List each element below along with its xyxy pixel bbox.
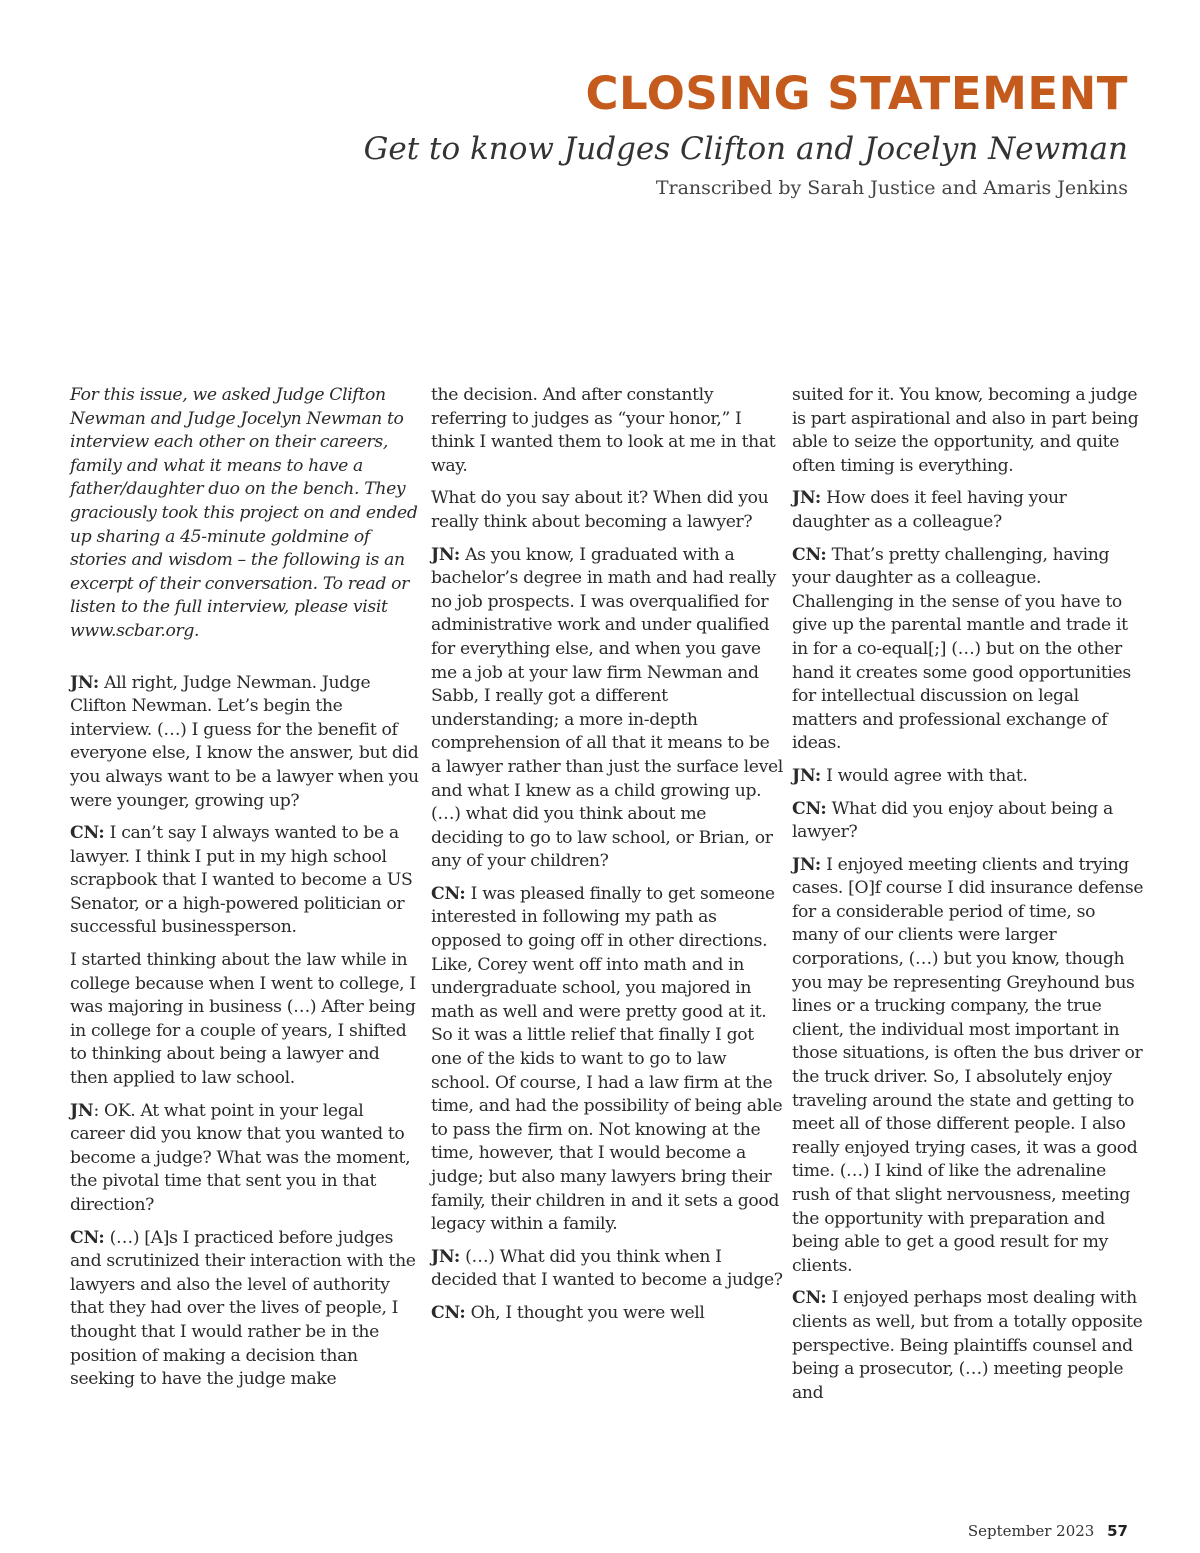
speaker-label: CN: xyxy=(792,544,827,565)
transcript-paragraph xyxy=(70,1227,422,1392)
column-3-body xyxy=(792,384,1144,1405)
transcript-paragraph xyxy=(792,384,1144,478)
paragraph-text: suited for it. You know, becoming a judge is part aspirational and also in part being able to seize the opportunity, and quite often timing is everything. xyxy=(792,385,1139,476)
speaker-label: CN: xyxy=(431,883,466,904)
paragraph-text: As you know, I graduated with a bachelor’s degree in math and had really no job prospects. I was overqualified for administrative work and under qualified for everything else, and when you gave me a job at your law firm Newman and Sabb, I really got a different understanding; a more in-depth comprehension of all that it means to be a lawyer rather than just the surface level and what I knew as a child growing up. (…) what did you think about me deciding to go to law school, or Brian, or any of your children? xyxy=(431,544,783,872)
column-2 xyxy=(431,384,783,1335)
paragraph-text: I would agree with that. xyxy=(820,765,1028,786)
speaker-label: CN: xyxy=(70,823,105,844)
paragraph-text: (…) What did you think when I decided that I wanted to become a judge? xyxy=(431,1246,783,1291)
paragraph-text: All right, Judge Newman. Judge Clifton Newman. Let’s begin the interview. (…) I guess for the benefit of everyone else, I know the answer, but did you always want to be a lawyer when you were younger, growing up? xyxy=(70,672,419,811)
transcript-paragraph xyxy=(70,672,422,814)
paragraph-text: the decision. And after constantly referring to judges as “your honor,” I think I wanted them to look at me in that way. xyxy=(431,385,776,476)
transcript-paragraph xyxy=(792,487,1144,534)
intro-paragraph: For this issue, we asked Judge Clifton Newman and Judge Jocelyn Newman to interview each other on their careers, family and what it means to have a father/daughter duo on the bench. They graciously took this project on and ended up sharing a 45-minute goldmine of stories and wisdom – the following is an excerpt of their conversation. To read or listen to the full interview, please visit www.scbar.org. xyxy=(70,385,418,641)
paragraph-text: I started thinking about the law while in college because when I went to college, I was majoring in business (…) After being in college for a couple of years, I shifted to thinking about being a lawyer and then applied to law school. xyxy=(70,950,416,1089)
paragraph-text: Oh, I thought you were well xyxy=(465,1302,705,1323)
article-header xyxy=(364,62,1128,204)
paragraph-text: : OK. At what point in your legal career did you know that you wanted to become a judge? What was the moment, the pivotal time that sent you in that direction? xyxy=(70,1100,411,1215)
transcript-paragraph xyxy=(431,883,783,1237)
transcript-paragraph xyxy=(431,1302,783,1326)
transcript-paragraph xyxy=(431,1246,783,1293)
paragraph-text: I enjoyed perhaps most dealing with clients as well, but from a totally opposite perspective. Being plaintiffs counsel and being a prosecutor, (…) meeting people and xyxy=(792,1288,1143,1403)
paragraph-text: That’s pretty challenging, having your daughter as a colleague. Challenging in the sense of you have to give up the parental mantle and trade it in for a co-equal[;] (…) but on the other hand it creates some good opportunities for intellectual discussion on legal matters and professional exchange of ideas. xyxy=(792,544,1131,754)
speaker-label: CN: xyxy=(792,1288,827,1309)
transcript-paragraph xyxy=(792,854,1144,1279)
speaker-label: CN: xyxy=(431,1302,466,1323)
transcript-paragraph xyxy=(70,822,422,940)
paragraph-text: What do you say about it? When did you really think about becoming a lawyer? xyxy=(431,488,769,532)
paragraph-text: (…) [A]s I practiced before judges and scrutinized their interaction with the lawyers and also the level of authority that they had over the lives of people, I thought that I would rather be in the position of making a decision than seeking to have the judge make xyxy=(70,1227,416,1390)
speaker-label: JN: xyxy=(70,672,99,693)
section-title: CLOSING STATEMENT xyxy=(585,67,1128,120)
transcript-paragraph xyxy=(792,1287,1144,1405)
page-number: 57 xyxy=(1107,1522,1128,1540)
speaker-label: CN: xyxy=(792,798,827,819)
column-1 xyxy=(70,384,422,1401)
transcript-paragraph xyxy=(792,798,1144,845)
page-footer xyxy=(968,1522,1128,1540)
speaker-label: JN xyxy=(70,1100,94,1121)
article-subtitle: Get to know Judges Clifton and Jocelyn Newman xyxy=(363,131,1128,167)
speaker-label: JN: xyxy=(792,854,821,875)
column-2-body xyxy=(431,384,783,1326)
transcript-paragraph xyxy=(431,487,783,534)
column-1-body xyxy=(70,672,422,1392)
transcript-paragraph xyxy=(792,765,1144,789)
paragraph-text: I enjoyed meeting clients and trying cases. [O]f course I did insurance defense for a considerable period of time, so many of our clients were larger corporations, (…) but you know, though you may be representing Greyhound bus lines or a trucking company, the true client, the individual most important in those situations, is often the bus driver or the truck driver. So, I absolutely enjoy traveling around the state and getting to meet all of those different people. I also really enjoyed trying cases, it was a good time. (…) I kind of like the adrenaline rush of that slight nervousness, meeting the opportunity with preparation and being able to get a good result for my clients. xyxy=(792,854,1144,1276)
paragraph-text: How does it feel having your daughter as a colleague? xyxy=(792,488,1067,532)
byline: Transcribed by Sarah Justice and Amaris Jenkins xyxy=(655,177,1128,199)
transcript-paragraph xyxy=(431,384,783,478)
transcript-paragraph xyxy=(70,1100,422,1218)
speaker-label: JN: xyxy=(792,765,821,786)
paragraph-text: I was pleased finally to get someone interested in following my path as opposed to going off in other directions. Like, Corey went off into math and in undergraduate school, you majored in math as well and were pretty good at it. So it was a little relief that finally I got one of the kids to want to go to law school. Of course, I had a law firm at the time, and had the possibility of being able to pass the firm on. Not knowing at the time, however, that I would become a judge; but also many lawyers bring their family, their children in and it sets a good legacy within a family. xyxy=(431,883,783,1235)
transcript-paragraph xyxy=(70,949,422,1091)
transcript-paragraph xyxy=(431,544,783,874)
speaker-label: JN: xyxy=(431,1246,460,1267)
issue-date: September 2023 xyxy=(967,1522,1095,1540)
speaker-label: CN: xyxy=(70,1227,105,1248)
speaker-label: JN: xyxy=(792,488,821,509)
paragraph-text: I can’t say I always wanted to be a lawyer. I think I put in my high school scrapbook that I wanted to become a US Senator, or a high-powered politician or successful businessperson. xyxy=(70,823,413,938)
paragraph-text: What did you enjoy about being a lawyer? xyxy=(792,798,1113,843)
speaker-label: JN: xyxy=(431,544,460,565)
column-3 xyxy=(792,384,1144,1414)
transcript-paragraph xyxy=(792,544,1144,756)
